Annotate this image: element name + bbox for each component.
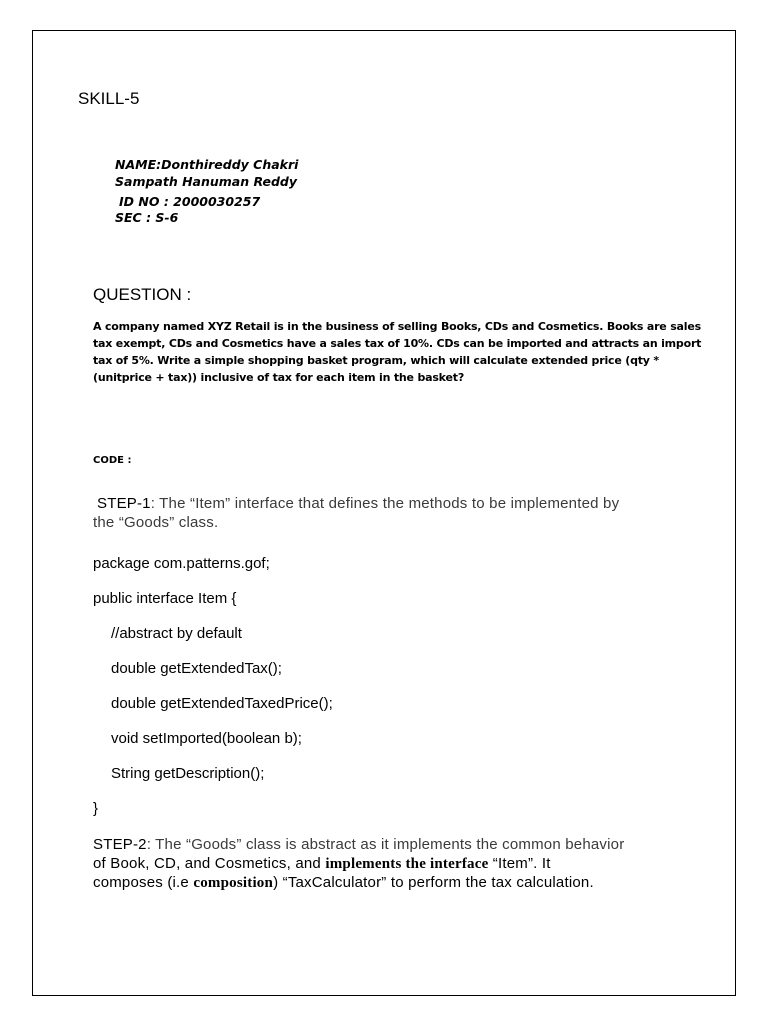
code-line: double getExtendedTaxedPrice(); bbox=[111, 695, 333, 712]
step2-text: composes (i.e bbox=[93, 874, 194, 891]
step2-text: of Book, CD, and Cosmetics, and bbox=[93, 855, 326, 872]
step1-line2: the “Goods” class. bbox=[93, 514, 219, 531]
step2-text: ) “TaxCalculator” to perform the tax calculation. bbox=[273, 874, 594, 891]
page-title: SKILL-5 bbox=[78, 89, 140, 108]
step2-emphasis: implements the interface bbox=[325, 856, 489, 872]
step2-prefix: STEP-2 bbox=[93, 836, 147, 853]
student-section: SEC : S-6 bbox=[115, 210, 179, 225]
step2-text: : The “Goods” class is abstract as it implements the common behavior bbox=[146, 836, 625, 853]
question-line: tax of 5%. Write a simple shopping basket program, which will calculate extended price (qty * bbox=[93, 354, 659, 367]
student-id: ID NO : 2000030257 bbox=[119, 194, 261, 209]
question-heading: QUESTION : bbox=[93, 285, 192, 304]
code-line: void setImported(boolean b); bbox=[111, 730, 302, 747]
question-line: tax exempt, CDs and Cosmetics have a sales tax of 10%. CDs can be imported and attracts an import bbox=[93, 337, 702, 350]
code-line: } bbox=[93, 800, 99, 817]
student-name-line2: Sampath Hanuman Reddy bbox=[115, 174, 298, 189]
question-line: (unitprice + tax)) inclusive of tax for each item in the basket? bbox=[93, 371, 465, 384]
step1-prefix: STEP-1 bbox=[97, 495, 151, 512]
code-line: package com.patterns.gof; bbox=[93, 555, 270, 572]
code-line: String getDescription(); bbox=[111, 765, 265, 782]
code-line: double getExtendedTax(); bbox=[111, 660, 282, 677]
step1-text: : The “Item” interface that defines the methods to be implemented by bbox=[150, 495, 620, 512]
student-name-line1: NAME:Donthireddy Chakri bbox=[115, 157, 299, 172]
step2-emphasis: composition bbox=[193, 875, 274, 891]
step2-line1 bbox=[93, 836, 624, 853]
step2-line2 bbox=[93, 855, 551, 873]
question-line: A company named XYZ Retail is in the business of selling Books, CDs and Cosmetics. Books are sales bbox=[93, 320, 701, 333]
code-line: public interface Item { bbox=[93, 590, 237, 607]
code-line: //abstract by default bbox=[111, 625, 242, 642]
code-label: CODE : bbox=[93, 455, 132, 466]
step2-text: “Item”. It bbox=[488, 855, 551, 872]
step2-line3 bbox=[93, 874, 594, 892]
step1-line1 bbox=[97, 495, 619, 512]
